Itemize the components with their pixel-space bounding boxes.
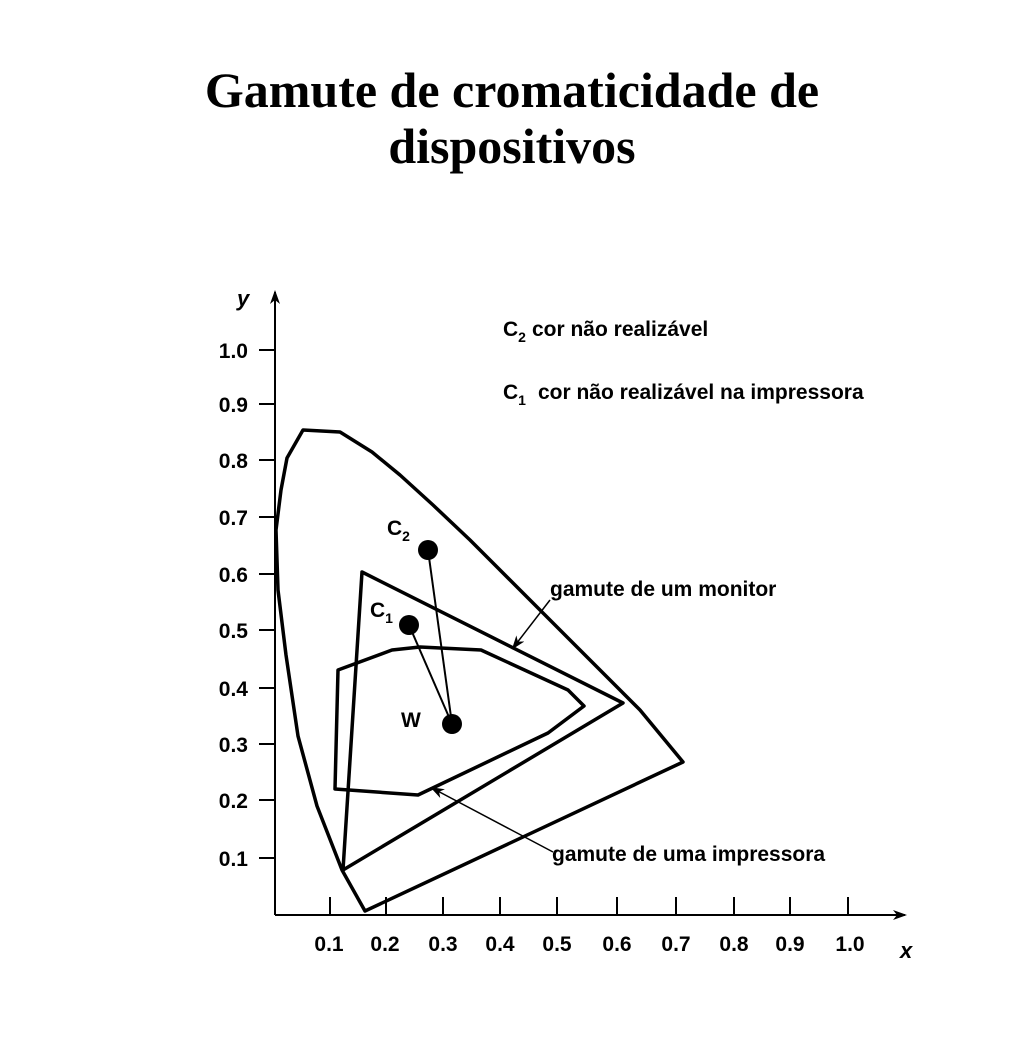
title-line-1: Gamute de cromaticidade de: [204, 62, 820, 118]
x-axis-label: x: [900, 938, 913, 963]
legend-c1-sub: 1: [518, 392, 526, 408]
c1-point-label: [370, 599, 393, 626]
c2-point-sub: 2: [402, 528, 410, 544]
title-line-2: dispositivos: [388, 118, 636, 174]
c2-point: [418, 540, 438, 560]
legend-c1: [503, 381, 864, 408]
x-tick-label: 1.0: [835, 933, 865, 956]
y-tick-labels: [219, 340, 249, 871]
x-tick-label: 0.1: [314, 933, 344, 956]
y-tick-label: 0.1: [218, 848, 248, 871]
y-ticks: [259, 350, 275, 858]
y-axis-label: y: [237, 286, 250, 311]
y-tick-label: 0.4: [218, 678, 248, 701]
c1-point-sub: 1: [385, 610, 393, 626]
x-tick-label: 0.2: [370, 933, 400, 956]
legend-c1-letter: C: [503, 381, 519, 404]
monitor-arrow: [513, 600, 550, 648]
x-tick-label: 0.4: [485, 933, 515, 956]
c2-point-label: [387, 517, 410, 544]
x-tick-label: 0.3: [428, 933, 458, 956]
y-tick-label: 0.6: [218, 564, 248, 587]
c2-point-letter: C: [387, 517, 403, 540]
y-tick-label: 0.9: [218, 394, 248, 417]
legend-c2-sub: 2: [518, 329, 526, 345]
legend-c2-letter: C: [503, 318, 519, 341]
y-tick-label: 0.8: [218, 450, 248, 473]
legend-c2: [503, 318, 708, 345]
x-tick-labels: [314, 933, 864, 956]
x-tick-label: 0.9: [775, 933, 805, 956]
c1-point: [399, 615, 419, 635]
c1-point-letter: C: [370, 599, 386, 622]
legend-c1-text: cor não realizável na impressora: [537, 381, 864, 404]
printer-gamut-label: gamute de uma impressora: [552, 843, 826, 866]
printer-arrow: [432, 788, 553, 852]
y-tick-label: 0.3: [218, 734, 248, 757]
y-tick-label: 1.0: [218, 340, 248, 363]
x-ticks: [330, 897, 848, 915]
x-tick-label: 0.5: [542, 933, 572, 956]
x-tick-label: 0.6: [602, 933, 632, 956]
y-tick-label: 0.2: [218, 790, 248, 813]
w-point-label: W: [401, 709, 421, 732]
y-tick-label: 0.5: [218, 620, 248, 643]
x-tick-label: 0.7: [661, 933, 691, 956]
y-tick-label: 0.7: [218, 507, 248, 530]
x-tick-label: 0.8: [719, 933, 749, 956]
w-point: [442, 714, 462, 734]
monitor-gamut-label: gamute de um monitor: [550, 578, 777, 601]
legend-c2-text: cor não realizável: [531, 318, 709, 341]
